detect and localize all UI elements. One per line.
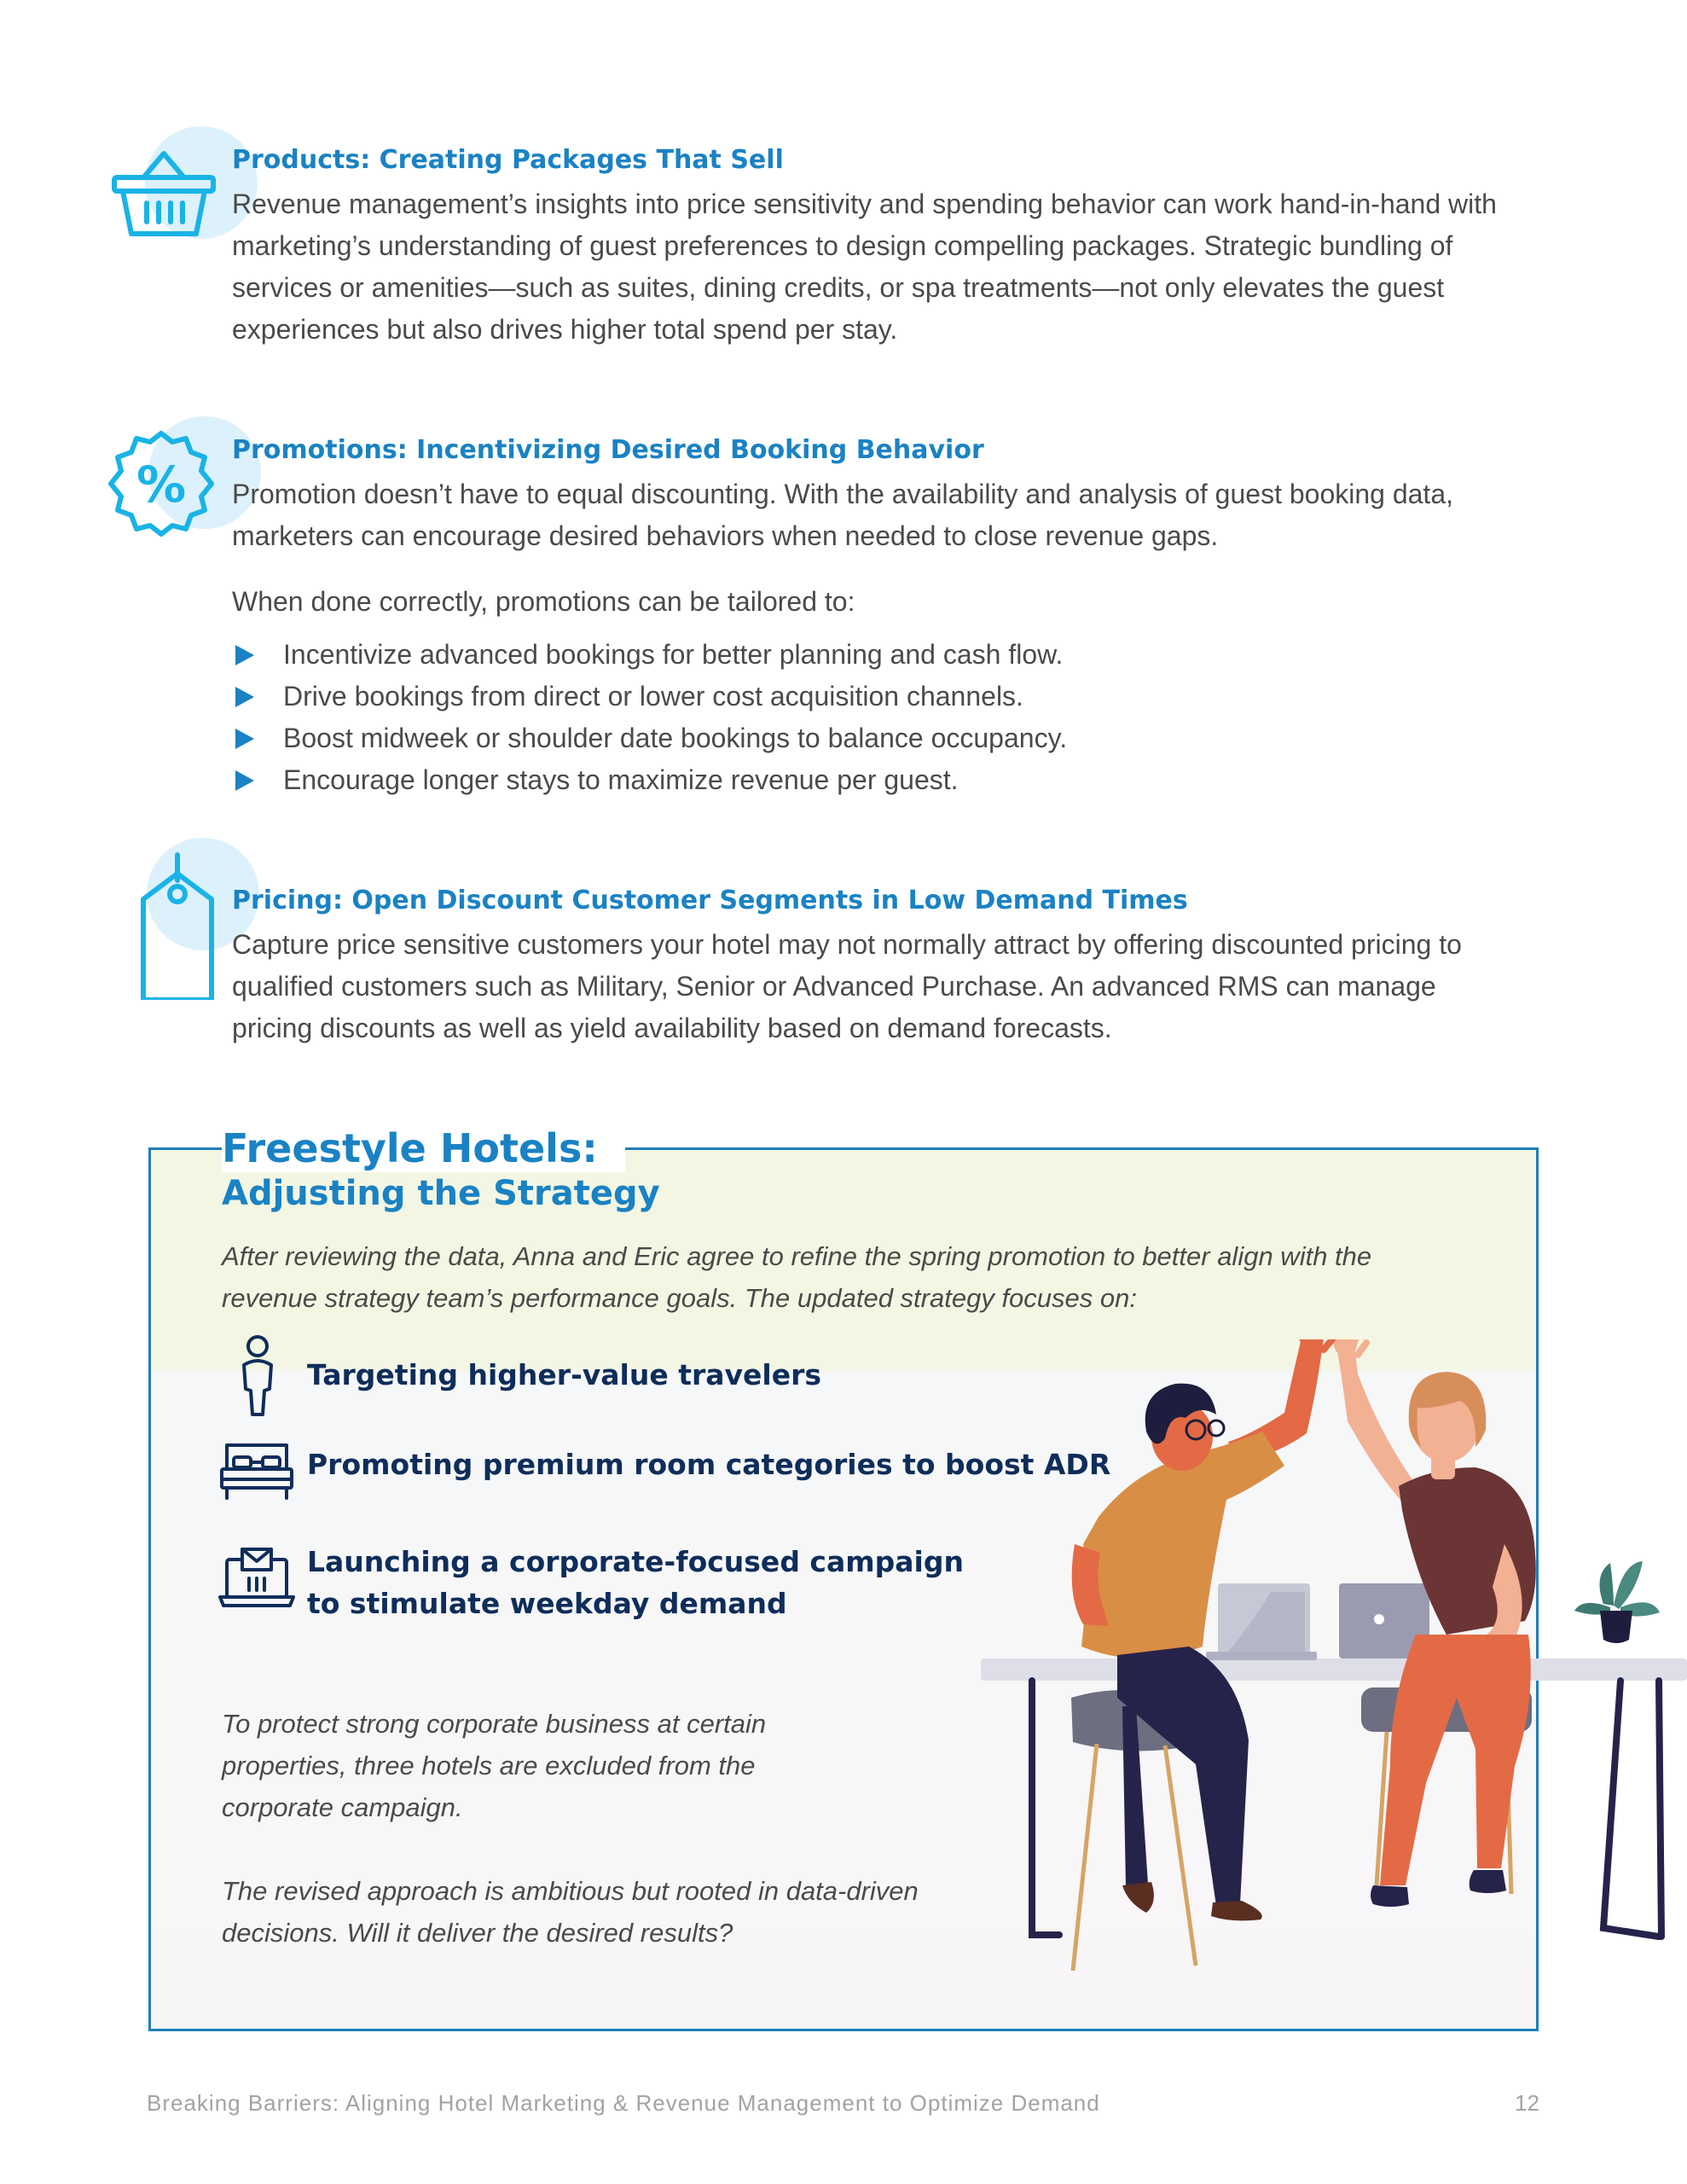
promotions-body: Promotion doesn’t have to equal discounting. With the availability and analysis of guest booking data, marketers can encourage desired behaviors when needed to close revenue gaps. — [232, 479, 1453, 551]
percent-badge-icon — [106, 428, 217, 539]
pricing-section — [232, 884, 1528, 1049]
bed-icon — [218, 1440, 295, 1502]
focus-item-text-line2: to stimulate weekday demand — [307, 1587, 787, 1620]
case-study-subtitle: Adjusting the Strategy — [222, 1174, 660, 1213]
list-item: Incentivize advanced bookings for better planning and cash flow. — [232, 634, 1528, 676]
promotions-lead: When done correctly, promotions can be tailored to: — [232, 586, 855, 617]
products-body: Revenue management’s insights into price sensitivity and spending behavior can work hand-in-hand with marketing’s understanding of guest preferences to design compelling packages. Strategic bundling of services or amenities—such as suites, dining credits, or spa treatments—not only elevates the guest experiences but also drives higher total spend per stay. — [232, 189, 1497, 345]
list-item: Drive bookings from direct or lower cost acquisition channels. — [232, 676, 1528, 717]
promotions-bullet-list — [232, 634, 1528, 801]
pricing-body: Capture price sensitive customers your hotel may not normally attract by offering discounted pricing to qualified customers such as Military, Senior or Advanced Purchase. An advanced RMS can manage pricing discounts as well as yield availability based on demand forecasts. — [232, 929, 1462, 1043]
triangle-bullet-icon — [235, 770, 254, 791]
footer-text: Breaking Barriers: Aligning Hotel Marketing & Revenue Management to Optimize Demand — [147, 2090, 1100, 2116]
products-section — [232, 143, 1528, 351]
promotions-section — [232, 433, 1528, 801]
triangle-bullet-icon — [235, 645, 254, 665]
triangle-bullet-icon — [235, 729, 254, 749]
list-item: Encourage longer stays to maximize revenue per guest. — [232, 759, 1528, 801]
pricing-title: Pricing: Open Discount Customer Segments in Low Demand Times — [232, 886, 1188, 915]
page-number: 12 — [1515, 2090, 1539, 2116]
potted-plant — [1574, 1561, 1660, 1643]
shopping-basket-icon — [109, 135, 220, 246]
focus-item-text: Promoting premium room categories to boost ADR — [307, 1448, 1111, 1481]
person-icon — [232, 1334, 283, 1420]
case-study-note-1: To protect strong corporate business at certain properties, three hotels are excluded from the corporate campaign. — [222, 1709, 767, 1822]
focus-item-text: Targeting higher-value travelers — [307, 1358, 822, 1391]
list-item: Boost midweek or shoulder date bookings to balance occupancy. — [232, 717, 1528, 759]
price-tag-icon — [136, 838, 222, 1000]
case-study-intro: After reviewing the data, Anna and Eric agree to refine the spring promotion to better align with the revenue strategy team’s performance goals. The updated strategy focuses on: — [222, 1241, 1372, 1313]
laptops — [1206, 1583, 1429, 1660]
high-five-illustration — [972, 1339, 1687, 1971]
products-icon-group — [109, 126, 229, 246]
desk-top — [981, 1658, 1687, 1681]
laptop-mail-icon — [218, 1546, 295, 1611]
svg-text:%: % — [136, 456, 187, 514]
case-study-note-2: The revised approach is ambitious but rooted in data-driven decisions. Will it deliver the desired results? — [222, 1876, 919, 1948]
case-study-title: Freestyle Hotels: — [222, 1124, 625, 1172]
products-title: Products: Creating Packages That Sell — [232, 145, 784, 175]
triangle-bullet-icon — [235, 687, 254, 707]
promotions-title: Promotions: Incentivizing Desired Booking Behavior — [232, 435, 984, 465]
focus-item-text-line1: Launching a corporate-focused campaign — [307, 1545, 964, 1578]
